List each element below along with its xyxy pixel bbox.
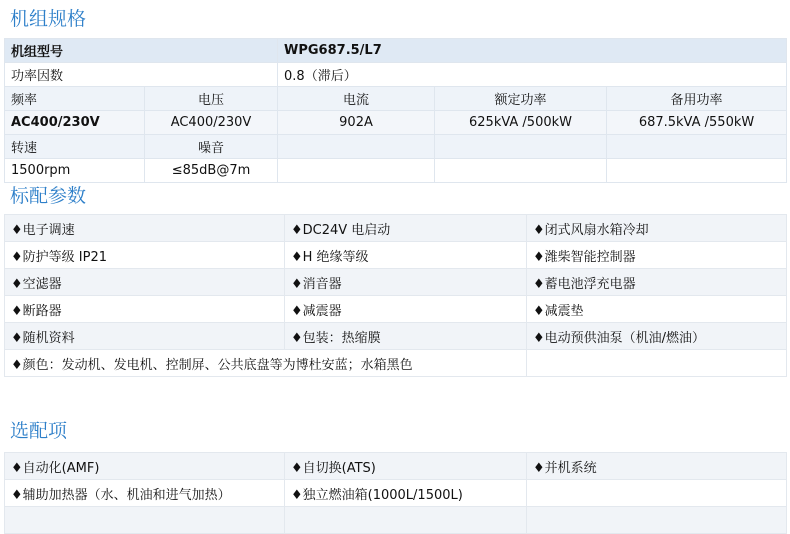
table-row [5, 135, 787, 159]
list-item [527, 480, 787, 507]
header-standby-power: 备用功率 [607, 87, 787, 111]
list-item: ♦自动化(AMF) [5, 453, 285, 480]
list-item: ♦减震器 [285, 296, 527, 323]
list-item: ♦电子调速 [5, 215, 285, 242]
noise-value: ≤85dB@7m [145, 159, 278, 183]
model-value: WPG687.5/L7 [278, 39, 787, 63]
table-row [5, 63, 787, 87]
table-row [5, 242, 787, 269]
list-item: ♦随机资料 [5, 323, 285, 350]
power-factor-label: 功率因数 [5, 63, 278, 87]
list-item: ♦DC24V 电启动 [285, 215, 527, 242]
current-value: 902A [278, 111, 435, 135]
list-item: ♦潍柴智能控制器 [527, 242, 787, 269]
list-item: ♦包装：热缩膜 [285, 323, 527, 350]
list-item: ♦断路器 [5, 296, 285, 323]
list-item: ♦消音器 [285, 269, 527, 296]
list-item: ♦辅助加热器（水、机油和进气加热） [5, 480, 285, 507]
list-item: ♦H 绝缘等级 [285, 242, 527, 269]
table-row [5, 269, 787, 296]
table-row [5, 159, 787, 183]
speed-value: 1500rpm [5, 159, 145, 183]
list-item: ♦防护等级 IP21 [5, 242, 285, 269]
list-item: ♦自切换(ATS) [285, 453, 527, 480]
rated-power-value: 625kVA /500kW [435, 111, 607, 135]
list-item: ♦空滤器 [5, 269, 285, 296]
header-rated-power: 额定功率 [435, 87, 607, 111]
list-item: ♦独立燃油箱(1000L/1500L) [285, 480, 527, 507]
voltage-value: AC400/230V [145, 111, 278, 135]
list-item: ♦闭式风扇水箱冷却 [527, 215, 787, 242]
unit-spec-heading: 机组规格 [10, 8, 87, 30]
list-item: ♦减震垫 [527, 296, 787, 323]
table-row [5, 215, 787, 242]
speed-label: 转速 [5, 135, 145, 159]
table-row [5, 323, 787, 350]
color-note: ♦颜色：发动机、发电机、控制屏、公共底盘等为博杜安蓝；水箱黑色 [5, 350, 527, 377]
standby-power-value: 687.5kVA /550kW [607, 111, 787, 135]
unit-spec-table [4, 38, 787, 183]
noise-label: 噪音 [145, 135, 278, 159]
table-row [5, 111, 787, 135]
list-item: ♦电动预供油泵（机油/燃油） [527, 323, 787, 350]
list-item: ♦并机系统 [527, 453, 787, 480]
table-row [5, 350, 787, 377]
standard-config-table [4, 214, 787, 391]
options-table [4, 452, 787, 534]
header-current: 电流 [278, 87, 435, 111]
header-voltage: 电压 [145, 87, 278, 111]
list-item: ♦蓄电池浮充电器 [527, 269, 787, 296]
header-frequency: 频率 [5, 87, 145, 111]
power-factor-value: 0.8（滞后） [278, 63, 787, 87]
model-label: 机组型号 [5, 39, 278, 63]
options-heading: 选配项 [10, 420, 68, 442]
table-row [5, 480, 787, 507]
frequency-value: AC400/230V [5, 111, 145, 135]
table-row [5, 296, 787, 323]
standard-config-heading: 标配参数 [10, 185, 87, 207]
table-row [5, 453, 787, 480]
table-row [5, 87, 787, 111]
table-row [5, 39, 787, 63]
